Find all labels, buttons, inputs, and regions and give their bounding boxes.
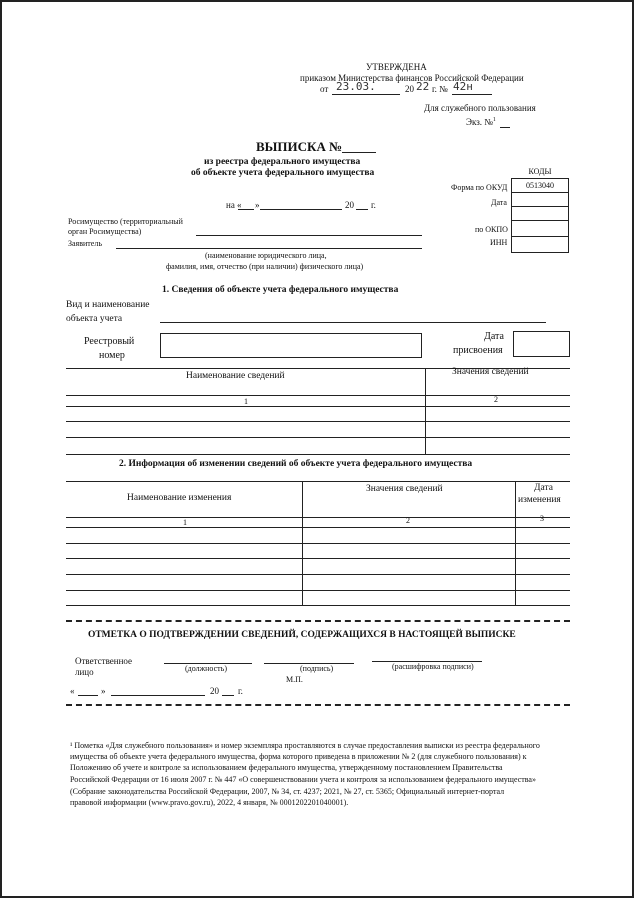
table2-col1-number: 1 xyxy=(183,518,187,527)
rosim-label-2: орган Росимущества) xyxy=(68,227,142,236)
reg-date-label-2: присвоения xyxy=(453,345,503,356)
table2-col3-header-1: Дата xyxy=(534,483,553,493)
table1-col1-number: 1 xyxy=(244,397,248,406)
confirm-title: ОТМЕТКА О ПОДТВЕРЖДЕНИИ СВЕДЕНИЙ, СОДЕРЖАЩИХСЯ В НАСТОЯЩЕЙ ВЫПИСКЕ xyxy=(88,630,516,640)
approval-date-line xyxy=(332,94,400,95)
approval-from: от xyxy=(320,84,329,94)
okpo-label: по ОКПО xyxy=(475,225,508,234)
date-year-suffix: г. xyxy=(371,200,376,210)
section-2-title: 2. Информация об изменении сведений об объекте учета федерального имущества xyxy=(119,459,473,469)
confirm-year-suffix: г. xyxy=(238,686,243,696)
date-code-cell[interactable] xyxy=(512,193,569,207)
confirm-year-field[interactable] xyxy=(222,695,234,696)
table1-column-divider xyxy=(425,368,426,454)
responsible-label-2: лицо xyxy=(75,667,94,677)
seal-place: М.П. xyxy=(286,675,303,684)
applicant-label: Заявитель xyxy=(68,239,102,248)
applicant-hint-1: (наименование юридического лица, xyxy=(205,251,327,260)
date-mid: » xyxy=(255,200,260,210)
document-title: ВЫПИСКА № xyxy=(256,139,343,154)
table2-header-border xyxy=(66,517,570,518)
reg-date-field[interactable] xyxy=(513,331,570,357)
date-prefix: на « xyxy=(226,200,242,210)
reg-number-label-2: номер xyxy=(99,350,125,361)
inn-code-cell[interactable] xyxy=(512,237,569,253)
rosim-field[interactable] xyxy=(196,235,422,236)
confirm-month-field[interactable] xyxy=(111,695,205,696)
copy-number-label: Экз. №$^1$ xyxy=(466,117,496,127)
reg-number-label-1: Реестровый xyxy=(84,336,135,347)
footnote-line-2: имущества об объекте учета федерального имущества, форма которого приведена в приложении № 2 (для служебного пользования) к xyxy=(70,752,527,761)
confirm-date-mid: » xyxy=(101,686,106,696)
footnote-line-4: Российской Федерации от 16 июля 2007 г. № 447 «О совершенствовании учета и контроля за использованием федерального имущества» xyxy=(70,775,536,784)
signature-hint: (подпись) xyxy=(300,664,334,673)
footnote-line-1: ¹ Пометка «Для служебного пользования» и номер экземпляра проставляются в случае предоставления выписки из реестра федерального xyxy=(70,741,540,750)
signature-decode-hint: (расшифровка подписи) xyxy=(392,662,474,671)
title-line-3: об объекте учета федерального имущества xyxy=(191,168,375,178)
table2-col1-header: Наименование изменения xyxy=(127,493,232,503)
approval-year-prefix: 20 xyxy=(405,84,414,94)
table-row[interactable] xyxy=(66,574,570,575)
table-row[interactable] xyxy=(66,421,570,422)
footnote-line-5: (Собрание законодательства Российской Федерации, 2007, № 34, ст. 4237; 2021, № 27, ст. 5365; Официальный интернет-портал xyxy=(70,787,505,796)
section-1-title: 1. Сведения об объекте учета федерального имущества xyxy=(162,285,399,295)
table-row[interactable] xyxy=(66,543,570,544)
position-hint: (должность) xyxy=(185,664,227,673)
table-row[interactable] xyxy=(66,437,570,438)
classification-mark: Для служебного пользования xyxy=(424,103,536,113)
applicant-field[interactable] xyxy=(116,248,422,249)
footnote-line-3: Положению об учете и контроле за использованием федерального имущества, утвержденному постановлением Правительства xyxy=(70,763,503,772)
table-row[interactable] xyxy=(66,454,570,455)
blank-code-cell[interactable] xyxy=(512,207,569,221)
confirm-bottom-dashed-border xyxy=(66,704,570,706)
date-day-field[interactable] xyxy=(238,209,254,210)
approval-number-line xyxy=(452,94,492,95)
okpo-code-cell[interactable] xyxy=(512,221,569,237)
okud-value: 0513040 xyxy=(512,179,569,193)
footnote-line-6: правовой информации (www.pravo.gov.ru), 2022, 4 января, № 0001202201040001). xyxy=(70,798,349,807)
codes-table xyxy=(511,165,569,253)
date-year-field[interactable] xyxy=(356,209,368,210)
approval-year-handwritten: 22 xyxy=(416,80,430,93)
approval-title: УТВЕРЖДЕНА xyxy=(366,62,427,72)
table-row[interactable] xyxy=(66,527,570,528)
confirm-day-field[interactable] xyxy=(78,695,98,696)
date-code-label: Дата xyxy=(491,198,507,207)
title-line-2: из реестра федерального имущества xyxy=(204,157,361,167)
object-label-2: объекта учета xyxy=(66,314,123,324)
date-year-prefix: 20 xyxy=(345,200,354,210)
table2-col2-header: Значения сведений xyxy=(366,484,443,494)
confirm-top-dashed-border xyxy=(66,620,570,622)
approval-number-handwritten: 42н xyxy=(453,80,473,93)
inn-label: ИНН xyxy=(490,238,508,247)
okud-label: Форма по ОКУД xyxy=(451,183,508,192)
table2-top-border xyxy=(66,481,570,482)
table2-col3-header-2: изменения xyxy=(518,495,561,505)
applicant-hint-2: фамилия, имя, отчество (при наличии) физического лица) xyxy=(166,262,364,271)
document-number-line xyxy=(342,152,376,153)
approval-date-handwritten: 23.03. xyxy=(336,80,376,93)
object-field[interactable] xyxy=(160,322,546,323)
codes-header: КОДЫ xyxy=(512,165,569,179)
table2-col2-number: 2 xyxy=(406,516,410,525)
object-label-1: Вид и наименование xyxy=(66,300,150,310)
table-row[interactable] xyxy=(66,590,570,591)
reg-number-field[interactable] xyxy=(160,333,422,358)
table2-col3-number: 3 xyxy=(540,514,544,523)
table-row[interactable] xyxy=(66,406,570,407)
approval-order: приказом Министерства финансов Российской Федерации xyxy=(300,73,524,83)
responsible-label-1: Ответственное xyxy=(75,656,133,666)
confirm-year-prefix: 20 xyxy=(210,686,219,696)
rosim-label-1: Росимущество (территориальный xyxy=(68,217,183,226)
table-row[interactable] xyxy=(66,558,570,559)
approval-number-label: г. № xyxy=(432,84,448,94)
date-month-field[interactable] xyxy=(260,209,342,210)
table1-col2-number: 2 xyxy=(494,395,498,404)
confirm-date-prefix: « xyxy=(70,686,75,696)
table-row[interactable] xyxy=(66,605,570,606)
copy-number-line xyxy=(500,127,510,128)
reg-date-label-1: Дата xyxy=(484,331,504,342)
table1-col2-header: Значения сведений xyxy=(452,367,529,377)
table1-col1-header: Наименование сведений xyxy=(186,371,285,381)
